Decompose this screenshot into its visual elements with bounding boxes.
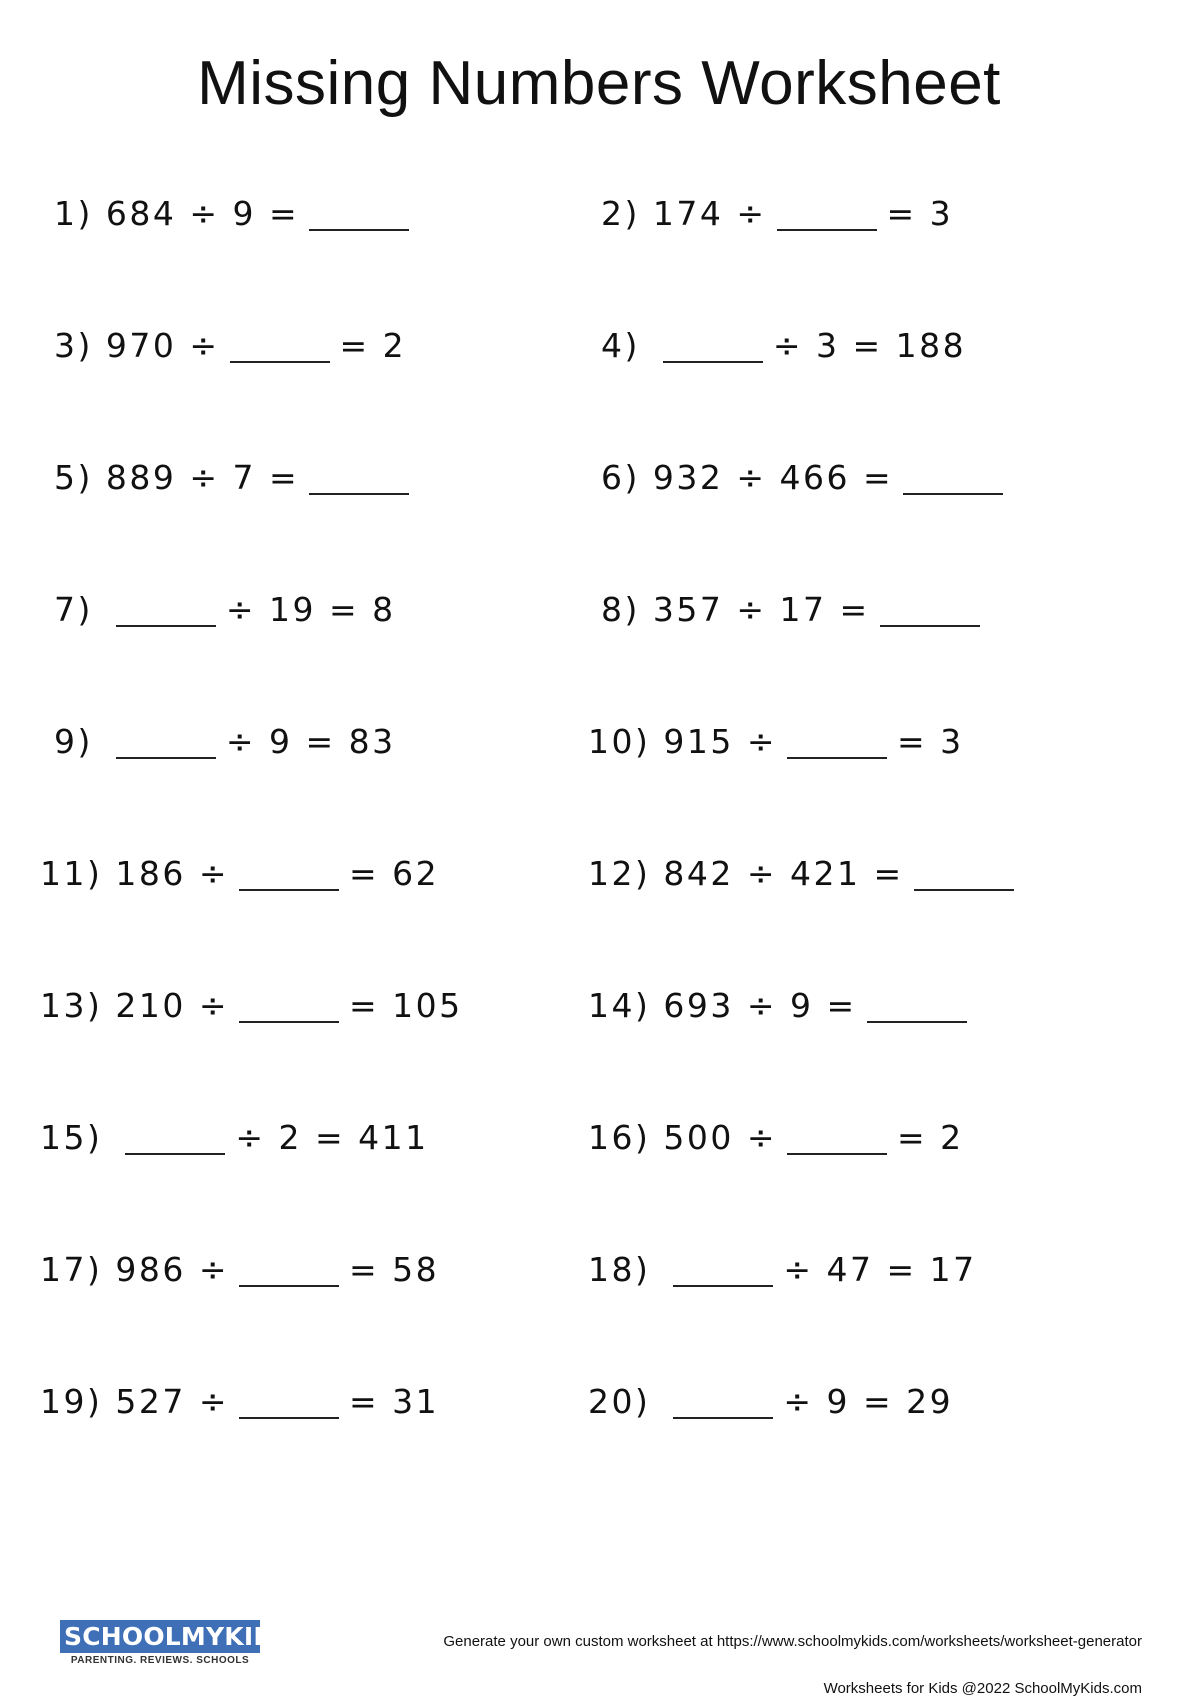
problem-4 [601, 326, 967, 365]
expression-left: 932 ÷ 466 = [652, 458, 894, 497]
problem-number: 10) [588, 722, 651, 761]
problem-number: 3) [54, 326, 93, 365]
problem-13 [40, 986, 463, 1025]
problem-9 [54, 722, 396, 761]
problem-number: 16) [588, 1118, 651, 1157]
answer-blank[interactable] [914, 861, 1014, 891]
answer-blank[interactable] [230, 333, 330, 363]
problem-number: 2) [601, 194, 640, 233]
answer-blank[interactable] [663, 333, 763, 363]
problem-12 [588, 854, 1024, 893]
problem-20 [588, 1382, 954, 1421]
answer-blank[interactable] [239, 861, 339, 891]
answer-blank[interactable] [239, 993, 339, 1023]
problem-number: 17) [40, 1250, 103, 1289]
expression-right: = 58 [349, 1250, 440, 1289]
expression-right: = 2 [339, 326, 407, 365]
problem-number: 1) [54, 194, 93, 233]
problem-17 [40, 1250, 440, 1289]
expression-right: ÷ 3 = 188 [772, 326, 967, 365]
expression-right: ÷ 2 = 411 [235, 1118, 429, 1157]
expression-right: ÷ 9 = 29 [783, 1382, 954, 1421]
expression-left: 889 ÷ 7 = [105, 458, 300, 497]
page-title: Missing Numbers Worksheet [197, 49, 1001, 118]
answer-blank[interactable] [787, 729, 887, 759]
problem-number: 13) [40, 986, 103, 1025]
answer-blank[interactable] [673, 1389, 773, 1419]
expression-right: = 62 [349, 854, 440, 893]
expression-right: ÷ 9 = 83 [225, 722, 396, 761]
problem-number: 18) [588, 1250, 651, 1289]
expression-left: 684 ÷ 9 = [105, 194, 300, 233]
answer-blank[interactable] [309, 465, 409, 495]
problem-1 [54, 194, 419, 233]
expression-left: 500 ÷ [663, 1118, 778, 1157]
expression-right: = 3 [897, 722, 964, 761]
expression-right: = 105 [349, 986, 463, 1025]
problem-2 [601, 194, 954, 233]
problem-19 [40, 1382, 440, 1421]
problem-10 [588, 722, 964, 761]
problem-number: 9) [54, 722, 93, 761]
answer-blank[interactable] [867, 993, 967, 1023]
problem-11 [40, 854, 440, 893]
expression-left: 970 ÷ [105, 326, 220, 365]
problem-number: 6) [601, 458, 640, 497]
expression-left: 357 ÷ 17 = [652, 590, 870, 629]
problem-number: 5) [54, 458, 93, 497]
problem-14 [588, 986, 977, 1025]
answer-blank[interactable] [777, 201, 877, 231]
answer-blank[interactable] [116, 597, 216, 627]
problem-number: 15) [40, 1118, 103, 1157]
expression-right: = 3 [886, 194, 954, 233]
expression-right: ÷ 47 = 17 [783, 1250, 977, 1289]
answer-blank[interactable] [787, 1125, 887, 1155]
problem-number: 8) [601, 590, 640, 629]
problem-number: 7) [54, 590, 93, 629]
logo-tagline: PARENTING. REVIEWS. SCHOOLS [70, 1655, 250, 1666]
expression-left: 693 ÷ 9 = [663, 986, 857, 1025]
problem-number: 20) [588, 1382, 651, 1421]
problem-8 [601, 590, 990, 629]
answer-blank[interactable] [239, 1257, 339, 1287]
expression-left: 527 ÷ [115, 1382, 230, 1421]
problem-7 [54, 590, 396, 629]
expression-left: 210 ÷ [115, 986, 230, 1025]
logo-wordmark: SCHOOLMYKIDS [60, 1620, 260, 1653]
schoolmykids-logo [60, 1620, 293, 1666]
expression-left: 186 ÷ [115, 854, 230, 893]
footer-generator-text: Generate your own custom worksheet at https://www.schoolmykids.com/worksheets/worksheet-generator [443, 1633, 1142, 1650]
problem-number: 19) [40, 1382, 103, 1421]
expression-left: 915 ÷ [663, 722, 778, 761]
problem-number: 11) [40, 854, 103, 893]
problem-15 [40, 1118, 429, 1157]
problem-number: 12) [588, 854, 651, 893]
answer-blank[interactable] [673, 1257, 773, 1287]
answer-blank[interactable] [903, 465, 1003, 495]
problem-18 [588, 1250, 977, 1289]
expression-right: ÷ 19 = 8 [225, 590, 396, 629]
problem-16 [588, 1118, 964, 1157]
answer-blank[interactable] [116, 729, 216, 759]
problem-3 [54, 326, 407, 365]
answer-blank[interactable] [880, 597, 980, 627]
problem-5 [54, 458, 419, 497]
expression-left: 986 ÷ [115, 1250, 230, 1289]
problem-number: 4) [601, 326, 640, 365]
answer-blank[interactable] [239, 1389, 339, 1419]
problem-number: 14) [588, 986, 651, 1025]
footer-copyright: Worksheets for Kids @2022 SchoolMyKids.com [823, 1680, 1142, 1697]
expression-left: 842 ÷ 421 = [663, 854, 904, 893]
answer-blank[interactable] [309, 201, 409, 231]
answer-blank[interactable] [125, 1125, 225, 1155]
problem-6 [601, 458, 1013, 497]
expression-right: = 31 [349, 1382, 440, 1421]
expression-left: 174 ÷ [652, 194, 767, 233]
expression-right: = 2 [897, 1118, 964, 1157]
